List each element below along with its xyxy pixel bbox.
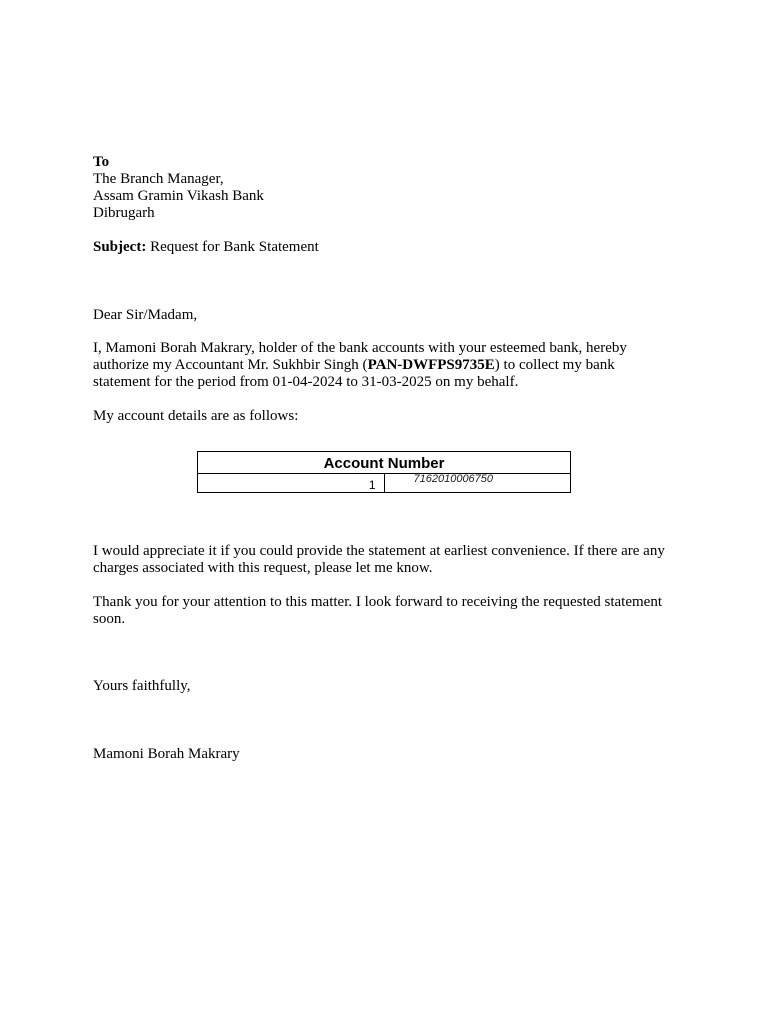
subject-line: [93, 239, 673, 256]
body-intro-part2: ) to collect my bank statement for the period from 01-04-2024 to 31-03-2025 on my behalf.: [93, 357, 615, 390]
subject-label: Subject:: [93, 239, 147, 255]
thanks-paragraph: Thank you for your attention to this matter. I look forward to receiving the requested statement soon.: [93, 594, 663, 627]
recipient-city: Dibrugarh: [93, 205, 155, 221]
account-table-header: Account Number: [198, 452, 571, 474]
closing-text: Yours faithfully,: [93, 678, 191, 694]
pan-number: PAN-DWFPS9735E: [367, 357, 495, 373]
account-row-index: 1: [198, 474, 385, 493]
recipient-bank: Assam Gramin Vikash Bank: [93, 188, 264, 204]
table-row: [198, 474, 571, 493]
to-label: To: [93, 154, 110, 170]
subject-text: Request for Bank Statement: [150, 239, 319, 255]
recipient-address: [93, 154, 673, 222]
details-intro-text: My account details are as follows:: [93, 408, 299, 424]
details-intro: [93, 408, 673, 425]
account-table: [197, 451, 571, 493]
body-paragraph-intro: [93, 340, 673, 391]
account-row-number: 7162010006750: [384, 474, 571, 493]
recipient-title: The Branch Manager,: [93, 171, 224, 187]
body-intro-part1: I, Mamoni Borah Makrary, holder of the bank accounts with your esteemed bank, hereby authorize my Accountant Mr. Sukhbir Singh (: [93, 340, 627, 373]
signature-text: Mamoni Borah Makrary: [93, 746, 240, 762]
signature-name: [93, 746, 673, 763]
appreciation-paragraph: I would appreciate it if you could provide the statement at earliest convenience. If there are any charges associated with this request, please let me know.: [93, 543, 665, 576]
salutation: [93, 307, 673, 324]
closing: [93, 678, 673, 695]
account-table-header-row: [198, 452, 571, 474]
salutation-text: Dear Sir/Madam,: [93, 307, 198, 323]
